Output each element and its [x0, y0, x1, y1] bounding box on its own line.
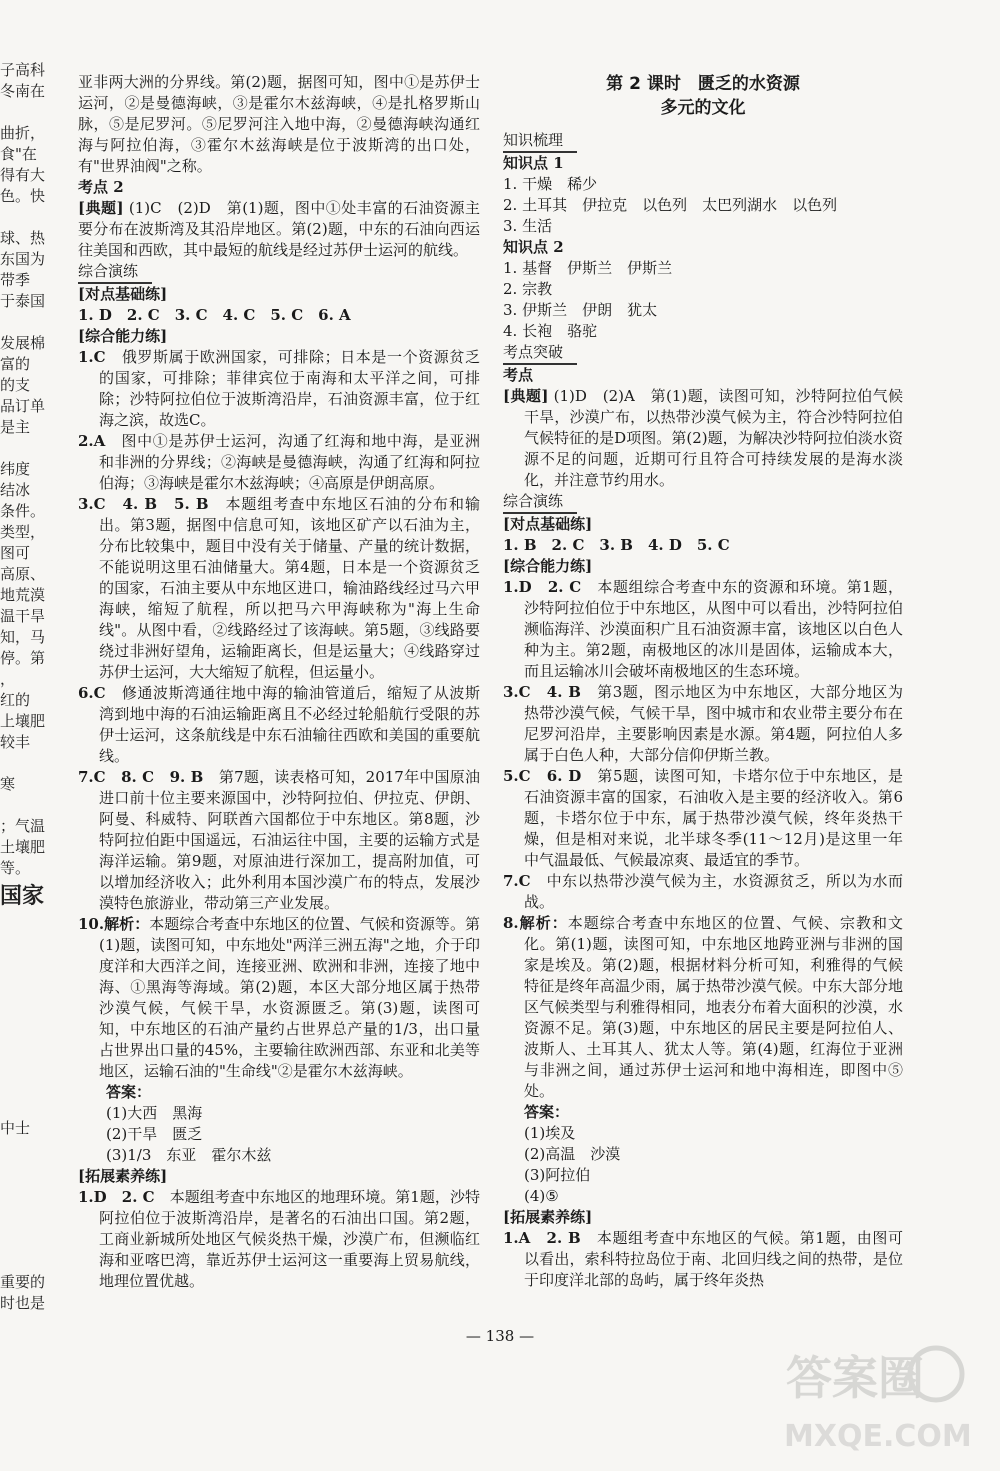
nengli-heading: [综合能力练]: [78, 327, 168, 345]
lesson-title-line2: 多元的文化: [660, 98, 746, 118]
answer-item: 7.C 中东以热带沙漠气候为主，水资源贫乏，所以为水而战。: [503, 872, 903, 911]
kaodian2-question: [典题] (1)C (2)D 第(1)题，图中①处丰富的石油资源主要分布在波斯湾及其沿岸地区。第(2)题，中东的石油向西运往美国和西欧，其中最短的航线是经过苏伊士运河的航线。: [78, 199, 480, 259]
left-fragment-line: 等。: [0, 859, 31, 877]
right-item-list: [503, 577, 903, 913]
answer-item: 5.C 6. D 第5题，读图可知，卡塔尔位于中东地区，是石油资源丰富的国家，石油收入是主要的经济收入。第6题，卡塔尔位于中东，属于热带沙漠气候，终年炎热干燥，但是相对来说，北半球冬季(11～12月)是这里一年中气温最低、气候最凉爽、最适宜的季节。: [503, 767, 904, 869]
lesson-title: [503, 72, 903, 120]
diantí-question: [典题] (1)D (2)A 第(1)题，读图可知，沙特阿拉伯气候干旱，沙漠广布，以热带沙漠气候为主，符合沙特阿拉伯气候特征的是D项图。第(2)题，为解决沙特阿拉伯淡水资源不足的问题，近期可行且符合可持续发展的是海水淡化，并注意节约用水。: [503, 387, 903, 489]
left-fragment-line: 带季: [0, 271, 31, 289]
left-fragment-line: 寒: [0, 775, 16, 793]
left-fragment-line: 地荒漠: [0, 586, 46, 604]
left-fragment-line: 食"在: [0, 145, 37, 163]
q10-answer-1: (1)大西 黑海: [106, 1104, 203, 1122]
tuozhan-item-right: 1.A 2. B 本题组考查中东地区的气候。第1题，由图可以看出，索科特拉岛位于南、北回归线之间的热带，是位于印度洋北部的岛屿，属于终年炎热: [503, 1229, 903, 1289]
q10-answer-3: (3)1/3 东亚 霍尔木兹: [106, 1146, 272, 1164]
left-fragment-line: 国家: [0, 883, 45, 909]
zsd1-heading: 知识点 1: [503, 154, 564, 172]
intro-paragraph: 亚非两大洲的分界线。第(2)题，据图可知，图中①是苏伊士运河，②是曼德海峡，③是霍尔木兹海峡，④是扎格罗斯山脉，⑤是尼罗河。⑤尼罗河注入地中海，②曼德海峡沟通红海与阿拉伯海，③霍尔木兹海峡是位于波斯湾的出口处，有"世界油阀"之称。: [78, 73, 480, 175]
left-fragment-line: 知，马: [0, 628, 46, 646]
page-number: — 138 —: [465, 1327, 535, 1345]
left-fragment-line: 东国为: [0, 250, 46, 268]
q8-answer-label: 答案：: [524, 1103, 570, 1121]
zhishi-heading: 知识梳理: [503, 130, 903, 153]
zsd1-item-1: 1. 干燥 稀少: [503, 175, 598, 193]
left-fragment-line: 停。第: [0, 649, 46, 667]
left-fragment-line: 曲折，: [0, 124, 46, 142]
left-fragment-line: 球、热: [0, 229, 46, 247]
left-fragment-line: 发展棉: [0, 334, 46, 352]
left-fragment-line: 纬度: [0, 460, 31, 478]
left-fragment-line: ；气温: [0, 817, 46, 835]
kaodian2-text: (1)C (2)D 第(1)题，图中①处丰富的石油资源主要分布在波斯湾及其沿岸地区。第(2)题，中东的石油向西运往美国和西欧，其中最短的航线是经过苏伊士运河的航线。: [78, 199, 480, 259]
answer-item: 1.C 俄罗斯属于欧洲国家，可排除；日本是一个资源贫乏的国家，可排除；菲律宾位于南海和太平洋之间，可排除；沙特阿拉伯位于波斯湾沿岸，石油资源丰富，位于红海之滨，故选C。: [78, 348, 480, 429]
left-fragment-line: 图可: [0, 544, 31, 562]
q8-item: 8.解析：本题综合考查中东地区的位置、气候、宗教和文化。第(1)题，读图可知，中东地区地跨亚洲与非洲的国家是埃及。第(2)题，根据材料分析可知，利雅得的气候特征是终年高温少雨，属于热带沙漠气候。中东大部分地区气候类型与利雅得相同，地表分布着大面积的沙漠，水资源不足。第(3)题，中东地区的居民主要是阿拉伯人、波斯人、土耳其人、犹太人等。第(4)题，红海位于亚洲与非洲之间，通过苏伊士运河和地中海相连，即图中⑤处。: [503, 914, 903, 1100]
watermark-text: 答案圈: [786, 1351, 924, 1405]
left-fragment-line: 的支: [0, 376, 31, 394]
left-column: [78, 72, 480, 1292]
diantí-label: 典题: [85, 199, 117, 217]
left-fragment-line: 类型，: [0, 523, 46, 541]
left-fragment-line: 色。快: [0, 187, 46, 205]
zsd1-item-3: 3. 生活: [503, 217, 553, 235]
watermark-url: MXQE.COM: [784, 1419, 972, 1454]
left-fragment-line: 富的: [0, 355, 31, 373]
q8-answer-2: (2)高温 沙漠: [524, 1145, 621, 1163]
q10-item: 10.解析：本题综合考查中东地区的位置、气候和资源等。第(1)题，读图可知，中东地处"两洋三洲五海"之地，介于印度洋和大西洋之间，连接亚洲、欧洲和非洲，连接了地中海、①黑海等海域。第(2)题，本区大部分地区属于热带沙漠气候，气候干旱，水资源匮乏。第(3)题，读图可知，中东地区的石油产量约占世界总产量的1/3，出口量占世界出口量的45%，主要输往欧洲西部、东亚和北美等地区，运输石油的"生命线"②是霍尔木兹海峡。: [78, 915, 480, 1080]
q10-answer-label: 答案：: [106, 1083, 152, 1101]
lesson-title-line1: 第 2 课时 匮乏的水资源: [606, 74, 800, 94]
zsd2-item-3: 3. 伊斯兰 伊朗 犹太: [503, 301, 658, 319]
left-fragment-line: 是主: [0, 418, 31, 436]
left-fragment-line: 冬南在: [0, 82, 46, 100]
left-fragment-line: ，: [0, 670, 16, 688]
kaodian2-heading: 考点 2: [78, 178, 124, 196]
left-fragment-line: 于泰国: [0, 292, 46, 310]
right-column: [503, 72, 903, 1291]
answer-item: 1.D 2. C 本题组综合考查中东的资源和环境。第1题，沙特阿拉伯位于中东地区，从图中可以看出，沙特阿拉伯濒临海洋、沙漠面积广且石油资源丰富，该地区以白色人种为主。第2题，南极地区的冰川是固体，运输成本大，而且运输冰川会破坏南极地区的生态环境。: [503, 578, 904, 680]
left-fragment-line: 时也是: [0, 1294, 46, 1312]
left-fragment-line: 重要的: [0, 1273, 46, 1291]
left-item-list: [78, 347, 480, 914]
left-page-fragment: [0, 60, 52, 1320]
left-fragment-line: 中士: [0, 1119, 31, 1137]
zonghe-heading: 综合演练: [78, 261, 480, 284]
answer-item: 7.C 8. C 9. B 第7题，读表格可知，2017年中国原油进口前十位主要来源国中，沙特阿拉伯、伊拉克、伊朗、阿曼、科威特、阿联酋六国都位于中东地区。第8题，沙特阿拉伯距中国遥远，石油运往中国，主要的运输方式是海洋运输。第9题，对原油进行深加工，提高附加值，可以增加经济收入；此外利用本国沙漠广布的特点，发展沙漠特色旅游业，带动第三产业发展。: [78, 768, 480, 912]
answer-item: 2.A 图中①是苏伊士运河，沟通了红海和地中海，是亚洲和非洲的分界线；②海峡是曼德海峡，沟通了红海和阿拉伯海；③海峡是霍尔木兹海峡；④高原是伊朗高原。: [78, 432, 480, 492]
zonghe-heading-right: 综合演练: [503, 491, 903, 514]
left-fragment-line: 品订单: [0, 397, 46, 415]
zsd2-heading: 知识点 2: [503, 238, 564, 256]
left-fragment-line: 红的: [0, 691, 31, 709]
watermark-logo: [778, 1322, 978, 1457]
duidian-answers-right: 1. B 2. C 3. B 4. D 5. C: [503, 536, 730, 554]
left-fragment-line: 上壤肥: [0, 712, 46, 730]
q8-answer-3: (3)阿拉伯: [524, 1166, 591, 1184]
tuozhan-item: 1.D 2. C 本题组考查中东地区的地理环境。第1题，沙特阿拉伯位于波斯湾沿岸，是著名的石油出口国。第2题，工商业新城所处地区气候炎热干燥，沙漠广布，但濒临红海和亚喀巴湾，靠近苏伊士运河这一重要海上贸易航线，地理位置优越。: [78, 1188, 480, 1290]
duidian-heading-right: [对点基础练]: [503, 515, 593, 533]
zsd2-item-1: 1. 基督 伊斯兰 伊斯兰: [503, 259, 673, 277]
zsd1-item-2: 2. 土耳其 伊拉克 以色列 太巴列湖水 以色列: [503, 196, 838, 214]
left-fragment-line: 子高科: [0, 61, 46, 79]
left-fragment-line: 较丰: [0, 733, 31, 751]
nengli-heading-right: [综合能力练]: [503, 557, 593, 575]
kaodian-heading: 考点: [503, 366, 534, 384]
left-fragment-line: 温干旱: [0, 607, 46, 625]
tuozhan-heading: [拓展素养练]: [78, 1167, 168, 1185]
answer-item: 3.C 4. B 第3题，图示地区为中东地区，大部分地区为热带沙漠气候，气候干旱，图中城市和农业带主要分布在尼罗河沿岸，主要影响因素是水源。第4题，阿拉伯人多属于白色人种，大部分信仰伊斯兰教。: [503, 683, 904, 764]
left-fragment-line: 结冰: [0, 481, 31, 499]
left-fragment-line: 条件。: [0, 502, 46, 520]
answer-item: 3.C 4. B 5. B 本题组考查中东地区石油的分布和输出。第3题，据图中信息可知，该地区矿产以石油为主，分布比较集中，题目中没有关于储量、产量的统计数据，不能说明这里石油储量大。第4题，日本是一个资源贫乏的国家，石油主要从中东地区进口，输油路线经过马六甲海峡，缩短了航程，所以把马六甲海峡称为"海上生命线"。从图中看，②线路经过了该海峡。第5题，③线路要绕过非洲好望角，运输距离长，但是运量大；④线路穿过苏伊士运河，大大缩短了航程，但运量小。: [78, 495, 480, 681]
left-fragment-line: 得有大: [0, 166, 46, 184]
zsd2-item-2: 2. 宗教: [503, 280, 553, 298]
duidian-heading: [对点基础练]: [78, 285, 168, 303]
left-fragment-line: 土壤肥: [0, 838, 46, 856]
zsd2-item-4: 4. 长袍 骆驼: [503, 322, 598, 340]
left-fragment-line: 高原、: [0, 565, 46, 583]
duidian-answers: 1. D 2. C 3. C 4. C 5. C 6. A: [78, 306, 351, 324]
q8-answer-4: (4)⑤: [524, 1187, 559, 1205]
kaodian-tupo-heading: 考点突破: [503, 342, 903, 365]
q8-answer-1: (1)埃及: [524, 1124, 576, 1142]
q10-answer-2: (2)干旱 匮乏: [106, 1125, 203, 1143]
answer-item: 6.C 修通波斯湾通往地中海的输油管道后，缩短了从波斯湾到地中海的石油运输距离且不必经过轮船航行受限的苏伊士运河，这条航线是中东石油输往西欧和美国的重要航线。: [78, 684, 480, 765]
tuozhan-heading-right: [拓展素养练]: [503, 1208, 593, 1226]
